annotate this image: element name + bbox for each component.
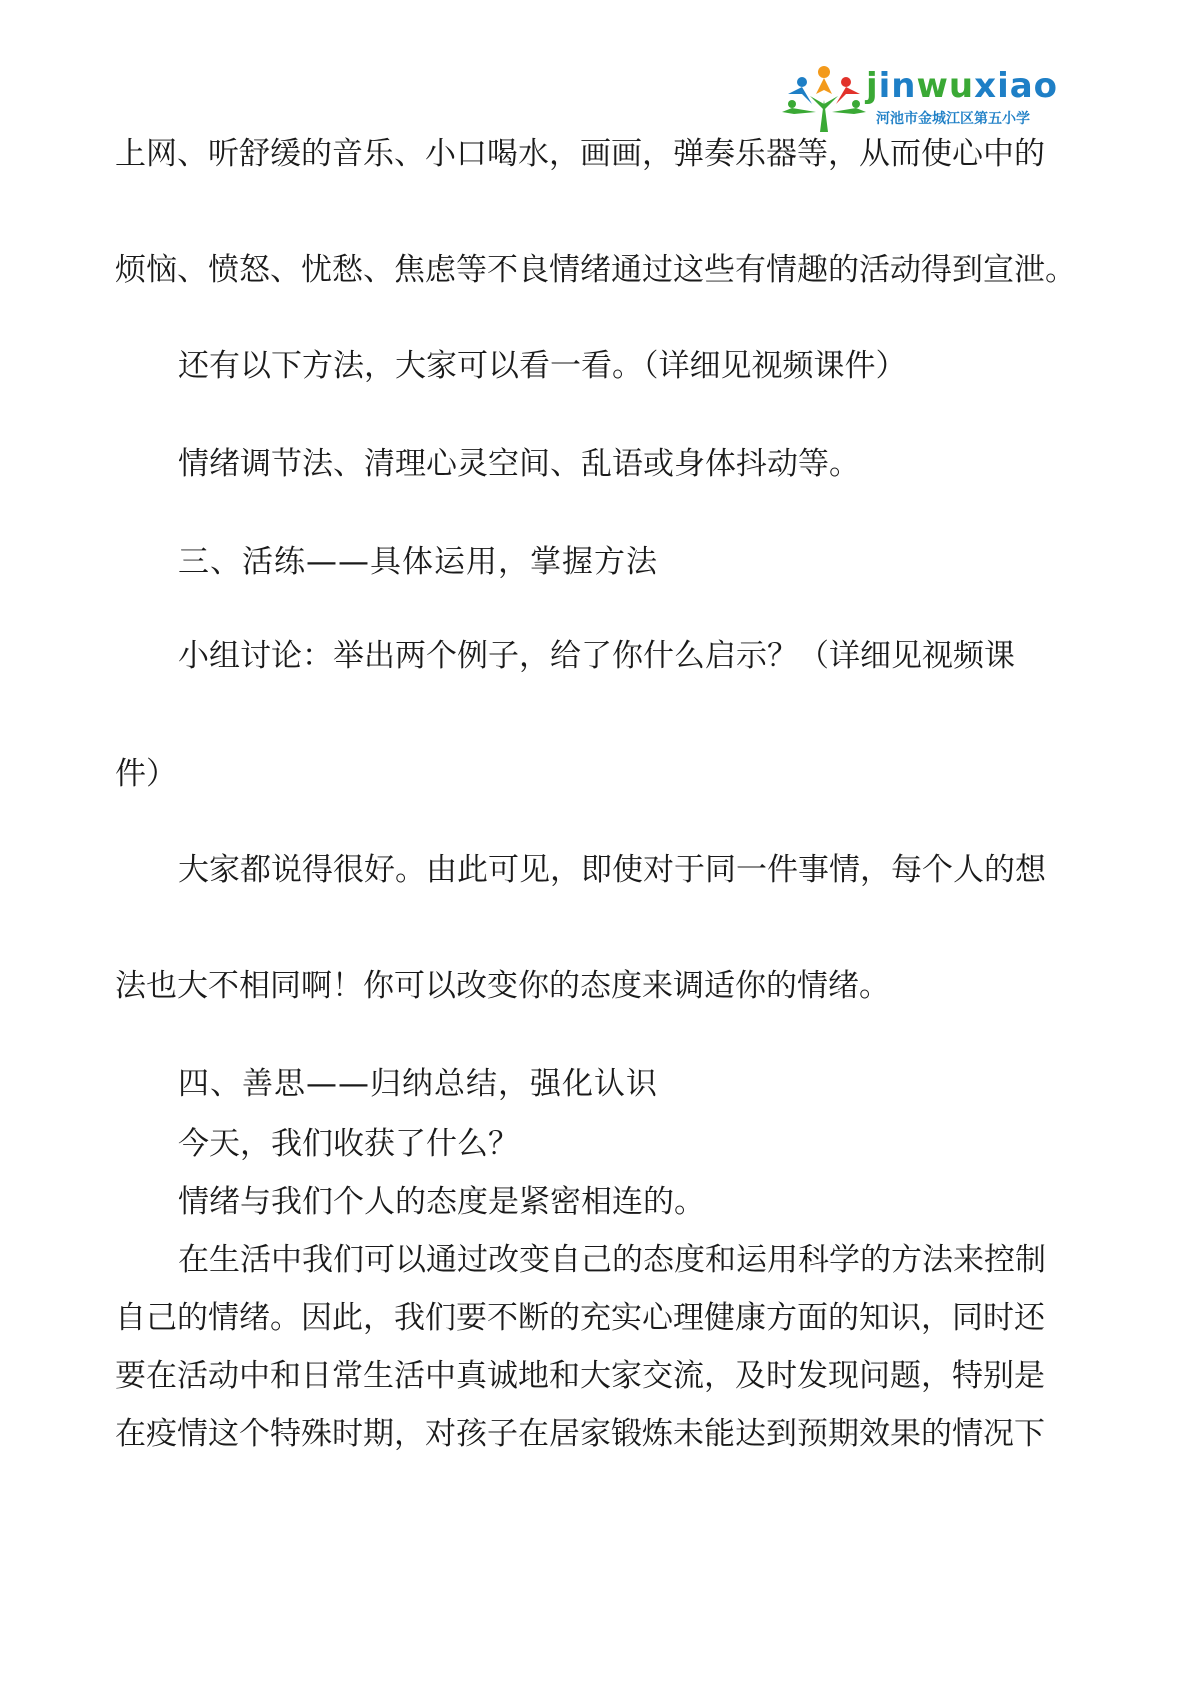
paragraph-line: 小组讨论：举出两个例子，给了你什么启示？（详细见视频课 <box>178 638 1015 674</box>
paragraph-line: 上网、听舒缓的音乐、小口喝水，画画，弹奏乐器等，从而使心中的 <box>115 136 1045 172</box>
brand-j: j <box>866 66 879 106</box>
section-heading: 三、活练——具体运用，掌握方法 <box>178 544 658 580</box>
paragraph-line: 法也大不相同啊！你可以改变你的态度来调适你的情绪。 <box>115 968 890 1004</box>
brand-xiao: xiao <box>974 66 1059 106</box>
paragraph-line: 件） <box>115 756 177 792</box>
paragraph-line: 在生活中我们可以通过改变自己的态度和运用科学的方法来控制 <box>178 1242 1046 1278</box>
school-name: 河池市金城江区第五小学 <box>876 111 1030 127</box>
paragraph-line: 大家都说得很好。由此可见，即使对于同一件事情，每个人的想 <box>178 852 1046 888</box>
school-logo <box>780 64 1070 134</box>
paragraph-line: 在疫情这个特殊时期，对孩子在居家锻炼未能达到预期效果的情况下 <box>115 1416 1045 1452</box>
brand-in: in <box>878 66 917 106</box>
paragraph-line: 今天，我们收获了什么？ <box>178 1126 519 1162</box>
section-heading: 四、善思——归纳总结，强化认识 <box>178 1066 658 1102</box>
paragraph-line: 还有以下方法，大家可以看一看。（详细见视频课件） <box>178 348 907 384</box>
paragraph-line: 自己的情绪。因此，我们要不断的充实心理健康方面的知识，同时还 <box>115 1300 1045 1336</box>
people-tree-icon <box>780 64 870 134</box>
brand-wu: wu <box>916 66 975 106</box>
paragraph-line: 烦恼、愤怒、忧愁、焦虑等不良情绪通过这些有情趣的活动得到宣泄。 <box>115 252 1076 288</box>
paragraph-line: 要在活动中和日常生活中真诚地和大家交流，及时发现问题，特别是 <box>115 1358 1045 1394</box>
brand-wordmark <box>866 66 1058 106</box>
paragraph-line: 情绪与我们个人的态度是紧密相连的。 <box>178 1184 705 1220</box>
paragraph-line: 情绪调节法、清理心灵空间、乱语或身体抖动等。 <box>178 446 860 482</box>
